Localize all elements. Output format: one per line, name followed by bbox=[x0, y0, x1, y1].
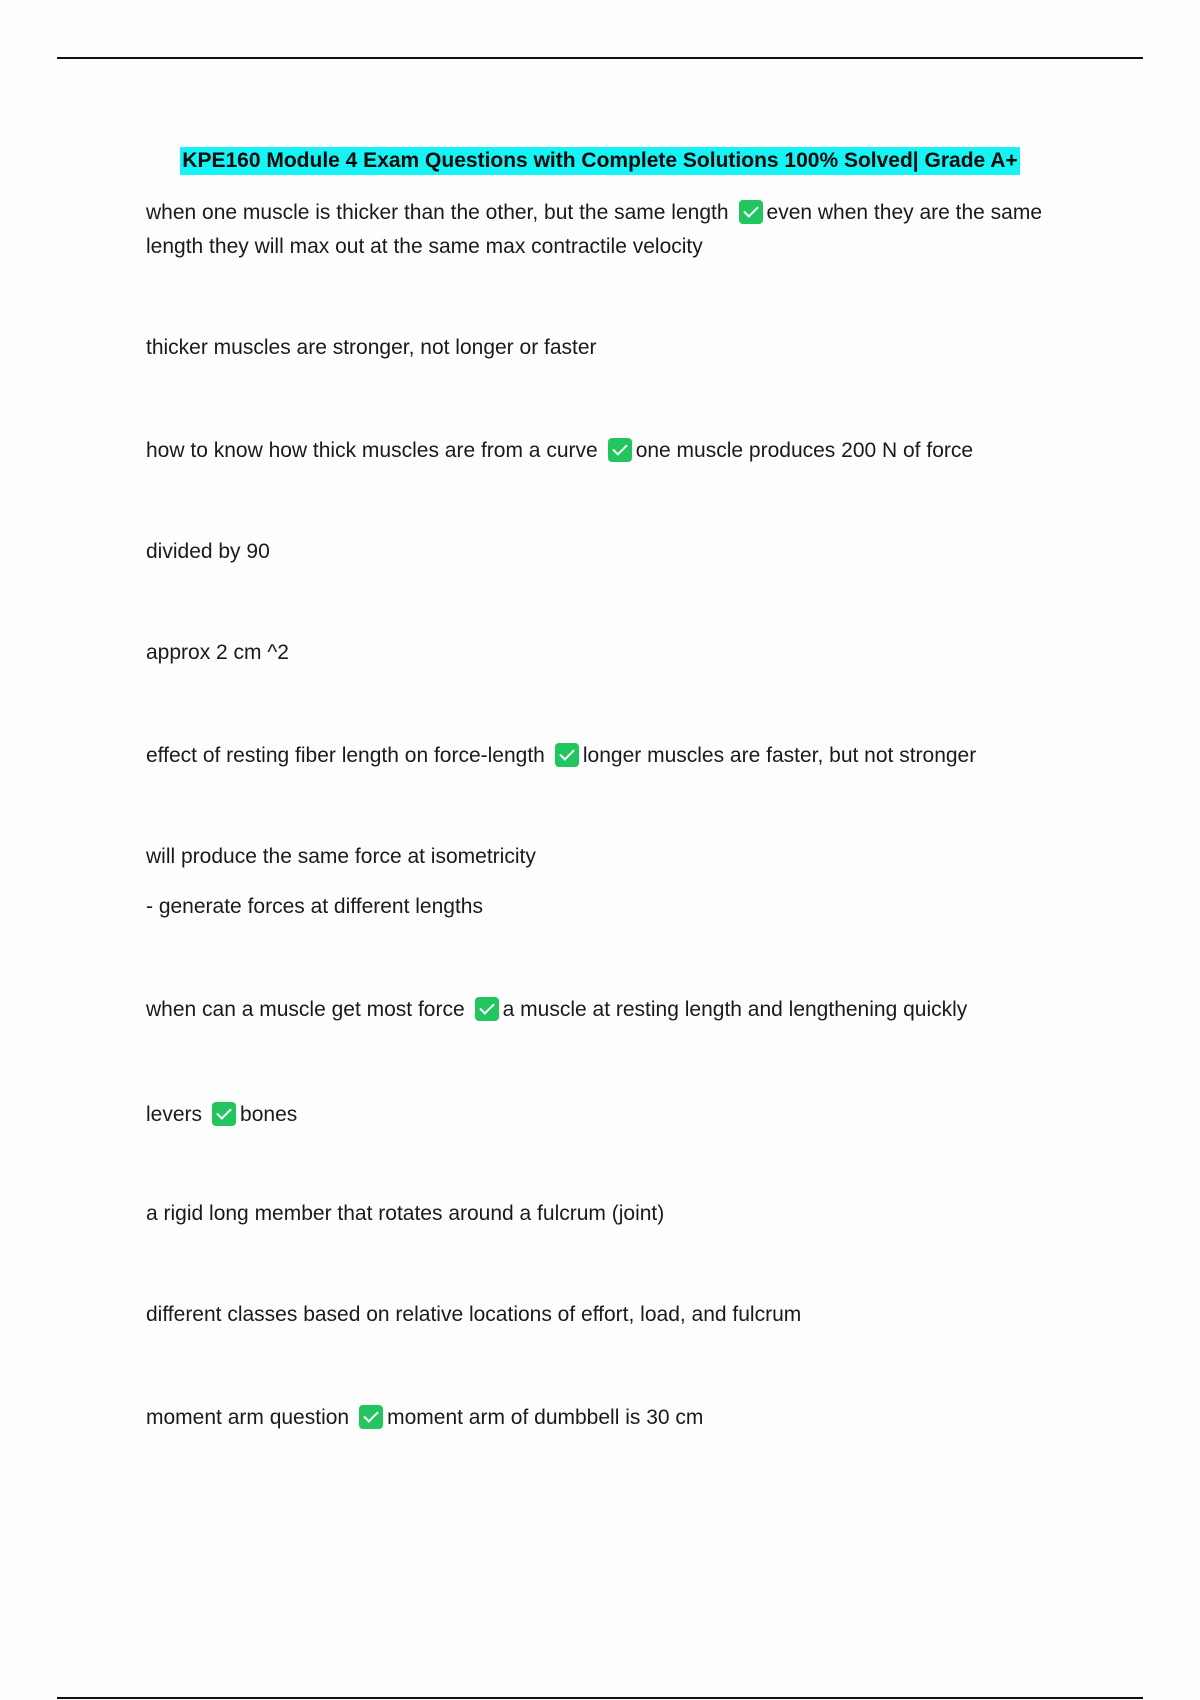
paragraph-6: a rigid long member that rotates around a fulcrum (joint) bbox=[146, 1202, 665, 1225]
answer-text: moment arm of dumbbell is 30 cm bbox=[387, 1406, 704, 1429]
qa-item-6 bbox=[146, 1401, 1066, 1435]
paragraph-5: - generate forces at different lengths bbox=[146, 895, 483, 918]
qa-item-4 bbox=[146, 993, 1066, 1027]
qa-item-5 bbox=[146, 1098, 1066, 1132]
answer-text: longer muscles are faster, but not stronger bbox=[582, 744, 977, 767]
check-mark-icon bbox=[608, 438, 632, 462]
check-mark-icon bbox=[359, 1405, 383, 1429]
top-rule bbox=[57, 57, 1143, 59]
answer-text: a muscle at resting length and lengthening quickly bbox=[502, 998, 968, 1021]
paragraph-7: different classes based on relative locations of effort, load, and fulcrum bbox=[146, 1303, 802, 1326]
qa-item-3 bbox=[146, 739, 1066, 773]
question-text: how to know how thick muscles are from a curve bbox=[146, 439, 598, 462]
answer-text: bones bbox=[240, 1103, 298, 1126]
check-mark-icon bbox=[212, 1102, 236, 1126]
bottom-rule bbox=[57, 1697, 1143, 1699]
paragraph-1: thicker muscles are stronger, not longer or faster bbox=[146, 336, 597, 359]
qa-item-1 bbox=[146, 196, 1066, 264]
document-title: KPE160 Module 4 Exam Questions with Complete Solutions 100% Solved| Grade A+ bbox=[180, 147, 1019, 175]
title-container bbox=[0, 147, 1200, 175]
answer-text: one muscle produces 200 N of force bbox=[635, 439, 974, 462]
question-text: effect of resting fiber length on force-length bbox=[146, 744, 545, 767]
question-text: levers bbox=[146, 1103, 203, 1126]
check-mark-icon bbox=[555, 743, 579, 767]
check-mark-icon bbox=[739, 200, 763, 224]
question-text: when one muscle is thicker than the other, but the same length bbox=[146, 201, 729, 224]
answer-text: even when they are the same length they will max out at the same max contractile velocity bbox=[146, 201, 1043, 258]
paragraph-2: divided by 90 bbox=[146, 540, 270, 563]
qa-item-2 bbox=[146, 434, 1066, 468]
paragraph-4: will produce the same force at isometricity bbox=[146, 845, 536, 868]
question-text: moment arm question bbox=[146, 1406, 350, 1429]
question-text: when can a muscle get most force bbox=[146, 998, 465, 1021]
check-mark-icon bbox=[475, 997, 499, 1021]
paragraph-3: approx 2 cm ^2 bbox=[146, 641, 289, 664]
